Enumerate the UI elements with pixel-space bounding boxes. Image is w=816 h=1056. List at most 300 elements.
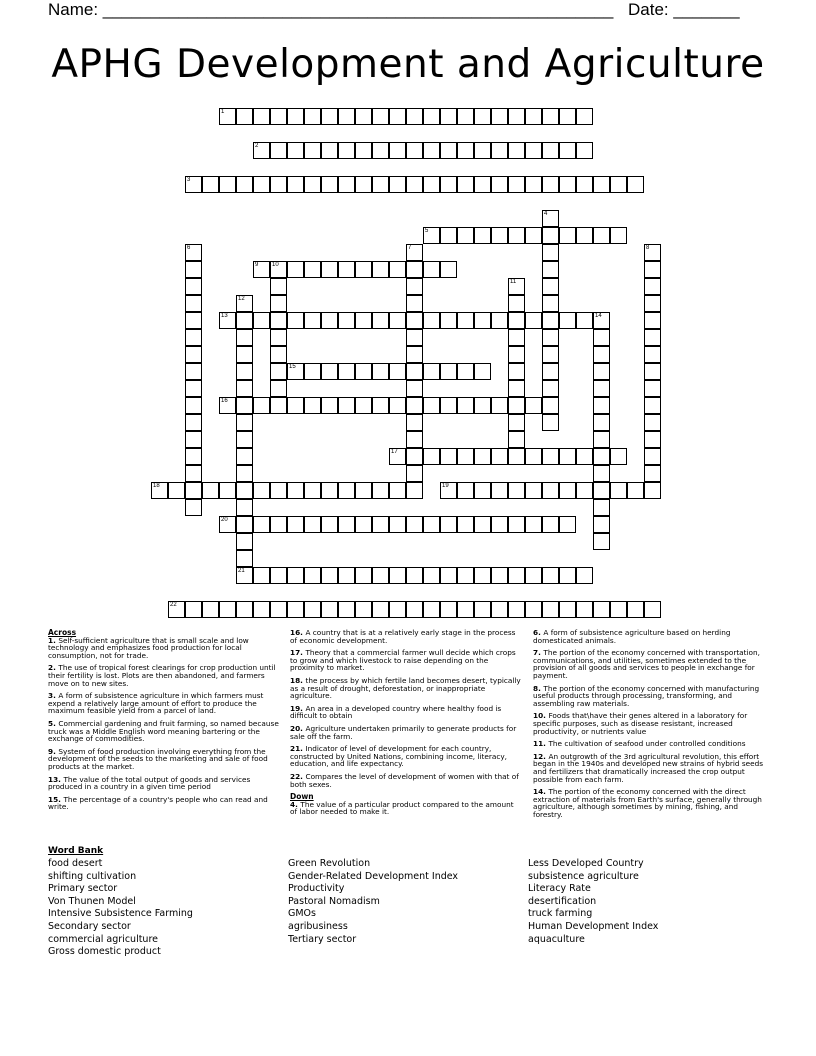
- crossword-cell[interactable]: [491, 227, 508, 244]
- crossword-cell[interactable]: [559, 482, 576, 499]
- crossword-cell[interactable]: [440, 567, 457, 584]
- crossword-cell[interactable]: [406, 414, 423, 431]
- crossword-cell[interactable]: [593, 482, 610, 499]
- crossword-cell[interactable]: [355, 261, 372, 278]
- crossword-cell[interactable]: [287, 601, 304, 618]
- crossword-cell[interactable]: [542, 244, 559, 261]
- crossword-cell[interactable]: [219, 397, 236, 414]
- crossword-cell[interactable]: [202, 601, 219, 618]
- crossword-cell[interactable]: [627, 482, 644, 499]
- crossword-cell[interactable]: [576, 482, 593, 499]
- crossword-cell[interactable]: [236, 346, 253, 363]
- crossword-cell[interactable]: [287, 397, 304, 414]
- crossword-cell[interactable]: [508, 482, 525, 499]
- crossword-cell[interactable]: [491, 601, 508, 618]
- crossword-cell[interactable]: [185, 329, 202, 346]
- crossword-cell[interactable]: [270, 363, 287, 380]
- crossword-cell[interactable]: [372, 108, 389, 125]
- crossword-cell[interactable]: [406, 176, 423, 193]
- crossword-cell[interactable]: [576, 448, 593, 465]
- crossword-cell[interactable]: [372, 312, 389, 329]
- crossword-cell[interactable]: [406, 431, 423, 448]
- crossword-cell[interactable]: [644, 278, 661, 295]
- crossword-cell[interactable]: [236, 108, 253, 125]
- crossword-cell[interactable]: [525, 601, 542, 618]
- crossword-cell[interactable]: [474, 567, 491, 584]
- crossword-cell[interactable]: [508, 448, 525, 465]
- crossword-cell[interactable]: [355, 567, 372, 584]
- crossword-cell[interactable]: [253, 108, 270, 125]
- crossword-cell[interactable]: [202, 482, 219, 499]
- crossword-cell[interactable]: [423, 567, 440, 584]
- crossword-cell[interactable]: [644, 414, 661, 431]
- crossword-cell[interactable]: [457, 363, 474, 380]
- crossword-cell[interactable]: [389, 108, 406, 125]
- crossword-cell[interactable]: [287, 108, 304, 125]
- crossword-cell[interactable]: [338, 261, 355, 278]
- crossword-cell[interactable]: [542, 516, 559, 533]
- crossword-cell[interactable]: [644, 261, 661, 278]
- crossword-cell[interactable]: [304, 567, 321, 584]
- crossword-cell[interactable]: [610, 176, 627, 193]
- crossword-cell[interactable]: [644, 346, 661, 363]
- crossword-cell[interactable]: [457, 601, 474, 618]
- crossword-cell[interactable]: [525, 227, 542, 244]
- crossword-cell[interactable]: [406, 516, 423, 533]
- crossword-cell[interactable]: [593, 176, 610, 193]
- crossword-cell[interactable]: [644, 295, 661, 312]
- crossword-cell[interactable]: [644, 329, 661, 346]
- crossword-cell[interactable]: [474, 142, 491, 159]
- crossword-cell[interactable]: [457, 142, 474, 159]
- crossword-cell[interactable]: [525, 482, 542, 499]
- crossword-cell[interactable]: [508, 142, 525, 159]
- crossword-cell[interactable]: [542, 397, 559, 414]
- crossword-cell[interactable]: [406, 261, 423, 278]
- crossword-cell[interactable]: [236, 397, 253, 414]
- crossword-cell[interactable]: [508, 363, 525, 380]
- crossword-cell[interactable]: [236, 601, 253, 618]
- crossword-cell[interactable]: [440, 227, 457, 244]
- crossword-cell[interactable]: [321, 516, 338, 533]
- crossword-cell[interactable]: [185, 465, 202, 482]
- crossword-cell[interactable]: [559, 142, 576, 159]
- crossword-cell[interactable]: [406, 397, 423, 414]
- crossword-cell[interactable]: [338, 176, 355, 193]
- crossword-cell[interactable]: [185, 278, 202, 295]
- crossword-cell[interactable]: [304, 363, 321, 380]
- crossword-cell[interactable]: [236, 567, 253, 584]
- crossword-cell[interactable]: [644, 244, 661, 261]
- crossword-cell[interactable]: [236, 380, 253, 397]
- crossword-cell[interactable]: [440, 108, 457, 125]
- crossword-cell[interactable]: [236, 329, 253, 346]
- crossword-cell[interactable]: [525, 516, 542, 533]
- crossword-cell[interactable]: [542, 312, 559, 329]
- crossword-cell[interactable]: [525, 142, 542, 159]
- crossword-cell[interactable]: [508, 431, 525, 448]
- crossword-cell[interactable]: [389, 397, 406, 414]
- crossword-cell[interactable]: [542, 210, 559, 227]
- crossword-cell[interactable]: [508, 567, 525, 584]
- crossword-cell[interactable]: [270, 295, 287, 312]
- crossword-cell[interactable]: [457, 108, 474, 125]
- crossword-cell[interactable]: [219, 482, 236, 499]
- crossword-cell[interactable]: [270, 601, 287, 618]
- crossword-cell[interactable]: [644, 431, 661, 448]
- crossword-cell[interactable]: [355, 176, 372, 193]
- crossword-cell[interactable]: [440, 516, 457, 533]
- crossword-cell[interactable]: [491, 448, 508, 465]
- crossword-cell[interactable]: [559, 108, 576, 125]
- crossword-cell[interactable]: [559, 227, 576, 244]
- crossword-cell[interactable]: [406, 329, 423, 346]
- crossword-cell[interactable]: [423, 601, 440, 618]
- crossword-cell[interactable]: [185, 431, 202, 448]
- crossword-cell[interactable]: [406, 295, 423, 312]
- crossword-cell[interactable]: [406, 278, 423, 295]
- crossword-cell[interactable]: [593, 448, 610, 465]
- crossword-cell[interactable]: [440, 261, 457, 278]
- crossword-cell[interactable]: [542, 295, 559, 312]
- crossword-cell[interactable]: [593, 312, 610, 329]
- crossword-cell[interactable]: [593, 397, 610, 414]
- crossword-cell[interactable]: [270, 329, 287, 346]
- crossword-cell[interactable]: [270, 567, 287, 584]
- crossword-cell[interactable]: [406, 567, 423, 584]
- crossword-cell[interactable]: [253, 482, 270, 499]
- crossword-cell[interactable]: [644, 465, 661, 482]
- crossword-cell[interactable]: [457, 176, 474, 193]
- crossword-cell[interactable]: [236, 431, 253, 448]
- crossword-cell[interactable]: [508, 295, 525, 312]
- crossword-cell[interactable]: [389, 176, 406, 193]
- crossword-cell[interactable]: [372, 601, 389, 618]
- crossword-cell[interactable]: [644, 482, 661, 499]
- crossword-cell[interactable]: [287, 261, 304, 278]
- crossword-cell[interactable]: [525, 448, 542, 465]
- crossword-cell[interactable]: [542, 227, 559, 244]
- crossword-cell[interactable]: [610, 482, 627, 499]
- crossword-cell[interactable]: [440, 601, 457, 618]
- crossword-cell[interactable]: [440, 482, 457, 499]
- crossword-cell[interactable]: [542, 142, 559, 159]
- crossword-cell[interactable]: [542, 380, 559, 397]
- crossword-cell[interactable]: [423, 516, 440, 533]
- crossword-cell[interactable]: [593, 499, 610, 516]
- crossword-cell[interactable]: [440, 363, 457, 380]
- crossword-cell[interactable]: [525, 108, 542, 125]
- crossword-cell[interactable]: [304, 516, 321, 533]
- crossword-cell[interactable]: [542, 482, 559, 499]
- crossword-cell[interactable]: [457, 567, 474, 584]
- crossword-cell[interactable]: [253, 397, 270, 414]
- crossword-cell[interactable]: [576, 142, 593, 159]
- crossword-cell[interactable]: [508, 329, 525, 346]
- crossword-cell[interactable]: [338, 482, 355, 499]
- crossword-cell[interactable]: [270, 380, 287, 397]
- crossword-cell[interactable]: [270, 312, 287, 329]
- crossword-cell[interactable]: [304, 142, 321, 159]
- crossword-cell[interactable]: [474, 482, 491, 499]
- crossword-cell[interactable]: [304, 176, 321, 193]
- crossword-cell[interactable]: [270, 397, 287, 414]
- crossword-cell[interactable]: [151, 482, 168, 499]
- crossword-cell[interactable]: [508, 278, 525, 295]
- crossword-cell[interactable]: [253, 142, 270, 159]
- crossword-cell[interactable]: [627, 176, 644, 193]
- crossword-cell[interactable]: [474, 448, 491, 465]
- crossword-cell[interactable]: [423, 261, 440, 278]
- crossword-cell[interactable]: [610, 448, 627, 465]
- crossword-cell[interactable]: [406, 448, 423, 465]
- crossword-cell[interactable]: [236, 448, 253, 465]
- crossword-cell[interactable]: [457, 397, 474, 414]
- crossword-cell[interactable]: [440, 312, 457, 329]
- crossword-cell[interactable]: [559, 516, 576, 533]
- crossword-cell[interactable]: [270, 142, 287, 159]
- crossword-cell[interactable]: [338, 363, 355, 380]
- crossword-cell[interactable]: [491, 567, 508, 584]
- crossword-cell[interactable]: [321, 397, 338, 414]
- crossword-cell[interactable]: [287, 482, 304, 499]
- crossword-cell[interactable]: [542, 363, 559, 380]
- crossword-cell[interactable]: [185, 346, 202, 363]
- crossword-cell[interactable]: [253, 567, 270, 584]
- crossword-cell[interactable]: [491, 397, 508, 414]
- crossword-cell[interactable]: [236, 550, 253, 567]
- crossword-cell[interactable]: [185, 397, 202, 414]
- crossword-cell[interactable]: [236, 482, 253, 499]
- crossword-cell[interactable]: [508, 176, 525, 193]
- crossword-cell[interactable]: [576, 176, 593, 193]
- crossword-cell[interactable]: [270, 482, 287, 499]
- crossword-cell[interactable]: [559, 601, 576, 618]
- crossword-cell[interactable]: [219, 312, 236, 329]
- crossword-cell[interactable]: [576, 227, 593, 244]
- crossword-cell[interactable]: [474, 108, 491, 125]
- crossword-cell[interactable]: [457, 516, 474, 533]
- crossword-cell[interactable]: [508, 414, 525, 431]
- crossword-cell[interactable]: [321, 312, 338, 329]
- crossword-cell[interactable]: [576, 601, 593, 618]
- crossword-cell[interactable]: [304, 397, 321, 414]
- crossword-cell[interactable]: [610, 227, 627, 244]
- crossword-cell[interactable]: [508, 108, 525, 125]
- crossword-cell[interactable]: [525, 312, 542, 329]
- crossword-cell[interactable]: [185, 482, 202, 499]
- crossword-cell[interactable]: [576, 567, 593, 584]
- crossword-cell[interactable]: [559, 448, 576, 465]
- crossword-cell[interactable]: [406, 465, 423, 482]
- crossword-cell[interactable]: [559, 567, 576, 584]
- crossword-cell[interactable]: [423, 142, 440, 159]
- crossword-cell[interactable]: [338, 601, 355, 618]
- crossword-cell[interactable]: [508, 397, 525, 414]
- crossword-cell[interactable]: [491, 482, 508, 499]
- crossword-cell[interactable]: [440, 142, 457, 159]
- crossword-cell[interactable]: [576, 108, 593, 125]
- crossword-cell[interactable]: [406, 601, 423, 618]
- crossword-cell[interactable]: [593, 329, 610, 346]
- crossword-cell[interactable]: [236, 363, 253, 380]
- crossword-cell[interactable]: [321, 567, 338, 584]
- crossword-cell[interactable]: [593, 380, 610, 397]
- crossword-cell[interactable]: [593, 363, 610, 380]
- crossword-cell[interactable]: [389, 516, 406, 533]
- crossword-cell[interactable]: [270, 261, 287, 278]
- crossword-cell[interactable]: [338, 567, 355, 584]
- crossword-cell[interactable]: [593, 465, 610, 482]
- crossword-cell[interactable]: [253, 601, 270, 618]
- crossword-cell[interactable]: [423, 108, 440, 125]
- crossword-cell[interactable]: [644, 448, 661, 465]
- crossword-cell[interactable]: [236, 533, 253, 550]
- crossword-cell[interactable]: [355, 312, 372, 329]
- crossword-cell[interactable]: [287, 142, 304, 159]
- crossword-cell[interactable]: [355, 516, 372, 533]
- crossword-cell[interactable]: [542, 448, 559, 465]
- crossword-cell[interactable]: [304, 312, 321, 329]
- crossword-cell[interactable]: [559, 312, 576, 329]
- crossword-cell[interactable]: [525, 176, 542, 193]
- crossword-cell[interactable]: [457, 482, 474, 499]
- crossword-cell[interactable]: [321, 176, 338, 193]
- crossword-cell[interactable]: [185, 363, 202, 380]
- crossword-cell[interactable]: [389, 567, 406, 584]
- crossword-cell[interactable]: [219, 601, 236, 618]
- crossword-cell[interactable]: [355, 482, 372, 499]
- crossword-cell[interactable]: [491, 176, 508, 193]
- crossword-cell[interactable]: [610, 601, 627, 618]
- crossword-cell[interactable]: [644, 380, 661, 397]
- crossword-cell[interactable]: [321, 363, 338, 380]
- crossword-cell[interactable]: [338, 312, 355, 329]
- crossword-cell[interactable]: [168, 601, 185, 618]
- crossword-cell[interactable]: [423, 176, 440, 193]
- crossword-cell[interactable]: [525, 397, 542, 414]
- crossword-cell[interactable]: [542, 278, 559, 295]
- crossword-cell[interactable]: [355, 397, 372, 414]
- crossword-cell[interactable]: [355, 601, 372, 618]
- crossword-cell[interactable]: [593, 346, 610, 363]
- crossword-cell[interactable]: [185, 295, 202, 312]
- crossword-cell[interactable]: [474, 601, 491, 618]
- crossword-cell[interactable]: [253, 312, 270, 329]
- crossword-cell[interactable]: [287, 312, 304, 329]
- crossword-cell[interactable]: [474, 397, 491, 414]
- crossword-cell[interactable]: [389, 142, 406, 159]
- crossword-cell[interactable]: [270, 278, 287, 295]
- crossword-cell[interactable]: [304, 261, 321, 278]
- crossword-cell[interactable]: [542, 108, 559, 125]
- crossword-cell[interactable]: [406, 380, 423, 397]
- crossword-cell[interactable]: [474, 363, 491, 380]
- crossword-cell[interactable]: [542, 329, 559, 346]
- crossword-cell[interactable]: [508, 312, 525, 329]
- crossword-cell[interactable]: [253, 261, 270, 278]
- crossword-cell[interactable]: [372, 482, 389, 499]
- crossword-cell[interactable]: [508, 380, 525, 397]
- crossword-cell[interactable]: [321, 142, 338, 159]
- crossword-cell[interactable]: [423, 448, 440, 465]
- crossword-cell[interactable]: [491, 312, 508, 329]
- crossword-cell[interactable]: [406, 108, 423, 125]
- crossword-cell[interactable]: [287, 363, 304, 380]
- crossword-cell[interactable]: [219, 176, 236, 193]
- crossword-cell[interactable]: [508, 227, 525, 244]
- crossword-cell[interactable]: [389, 482, 406, 499]
- crossword-cell[interactable]: [576, 312, 593, 329]
- crossword-cell[interactable]: [270, 108, 287, 125]
- crossword-cell[interactable]: [423, 227, 440, 244]
- crossword-cell[interactable]: [168, 482, 185, 499]
- crossword-cell[interactable]: [304, 108, 321, 125]
- crossword-cell[interactable]: [593, 431, 610, 448]
- crossword-cell[interactable]: [372, 397, 389, 414]
- crossword-cell[interactable]: [423, 312, 440, 329]
- crossword-cell[interactable]: [593, 516, 610, 533]
- crossword-cell[interactable]: [406, 482, 423, 499]
- crossword-cell[interactable]: [474, 176, 491, 193]
- crossword-cell[interactable]: [491, 108, 508, 125]
- crossword-cell[interactable]: [338, 516, 355, 533]
- crossword-cell[interactable]: [185, 448, 202, 465]
- crossword-cell[interactable]: [236, 516, 253, 533]
- crossword-cell[interactable]: [372, 516, 389, 533]
- crossword-cell[interactable]: [355, 108, 372, 125]
- crossword-cell[interactable]: [644, 363, 661, 380]
- crossword-cell[interactable]: [474, 227, 491, 244]
- crossword-cell[interactable]: [236, 312, 253, 329]
- crossword-cell[interactable]: [474, 516, 491, 533]
- crossword-cell[interactable]: [593, 414, 610, 431]
- crossword-cell[interactable]: [185, 601, 202, 618]
- crossword-cell[interactable]: [236, 499, 253, 516]
- crossword-cell[interactable]: [525, 567, 542, 584]
- crossword-cell[interactable]: [321, 108, 338, 125]
- crossword-cell[interactable]: [389, 363, 406, 380]
- crossword-cell[interactable]: [372, 363, 389, 380]
- crossword-cell[interactable]: [406, 244, 423, 261]
- crossword-cell[interactable]: [270, 346, 287, 363]
- crossword-cell[interactable]: [508, 601, 525, 618]
- crossword-cell[interactable]: [355, 363, 372, 380]
- crossword-cell[interactable]: [644, 397, 661, 414]
- crossword-cell[interactable]: [321, 601, 338, 618]
- crossword-cell[interactable]: [372, 261, 389, 278]
- crossword-cell[interactable]: [457, 312, 474, 329]
- crossword-cell[interactable]: [542, 414, 559, 431]
- crossword-cell[interactable]: [389, 448, 406, 465]
- crossword-cell[interactable]: [355, 142, 372, 159]
- crossword-cell[interactable]: [338, 108, 355, 125]
- crossword-cell[interactable]: [389, 601, 406, 618]
- crossword-cell[interactable]: [287, 567, 304, 584]
- crossword-cell[interactable]: [219, 516, 236, 533]
- crossword-cell[interactable]: [474, 312, 491, 329]
- crossword-cell[interactable]: [287, 516, 304, 533]
- crossword-cell[interactable]: [202, 176, 219, 193]
- crossword-cell[interactable]: [304, 482, 321, 499]
- crossword-cell[interactable]: [185, 499, 202, 516]
- crossword-cell[interactable]: [287, 176, 304, 193]
- crossword-cell[interactable]: [185, 414, 202, 431]
- crossword-cell[interactable]: [542, 567, 559, 584]
- crossword-cell[interactable]: [270, 176, 287, 193]
- crossword-cell[interactable]: [491, 142, 508, 159]
- crossword-cell[interactable]: [321, 261, 338, 278]
